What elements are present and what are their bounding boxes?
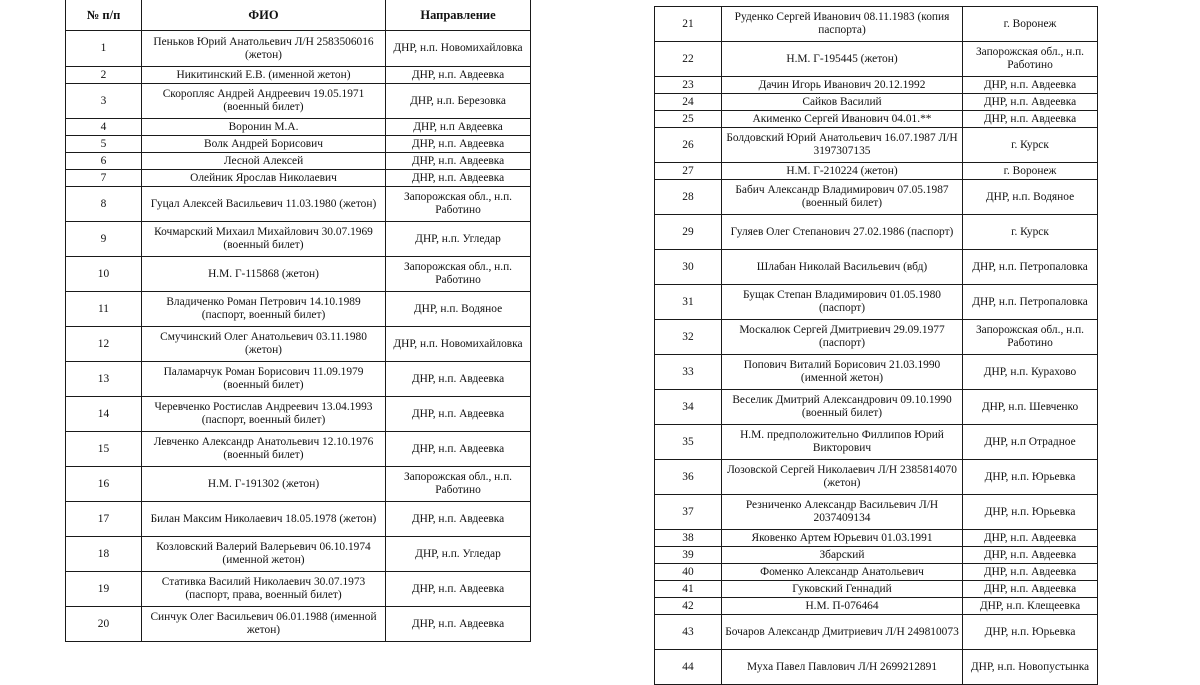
row-number: 20 <box>66 607 142 642</box>
direction-location: Запорожская обл., н.п. Работино <box>386 187 531 222</box>
table-row <box>66 136 531 153</box>
person-name: Бочаров Александр Дмитриевич Л/Н 249810073 <box>722 615 963 650</box>
direction-location: Запорожская обл., н.п. Работино <box>386 467 531 502</box>
person-name: Синчук Олег Васильевич 06.01.1988 (именной жетон) <box>142 607 386 642</box>
row-number: 17 <box>66 502 142 537</box>
table-row <box>655 285 1098 320</box>
left-table <box>65 0 531 642</box>
direction-location: ДНР, н.п. Авдеевка <box>386 170 531 187</box>
direction-location: ДНР, н.п. Петропаловка <box>963 285 1098 320</box>
table-row <box>66 170 531 187</box>
row-number: 8 <box>66 187 142 222</box>
table-row <box>66 502 531 537</box>
direction-location: ДНР, н.п. Клещеевка <box>963 598 1098 615</box>
person-name: Кочмарский Михаил Михайлович 30.07.1969 (военный билет) <box>142 222 386 257</box>
row-number: 34 <box>655 390 722 425</box>
person-name: Бабич Александр Владимирович 07.05.1987 (военный билет) <box>722 180 963 215</box>
table-row <box>66 67 531 84</box>
person-name: Стативка Василий Николаевич 30.07.1973 (паспорт, права, военный билет) <box>142 572 386 607</box>
header-direction: Направление <box>386 0 531 31</box>
direction-location: ДНР, н.п. Новомихайловка <box>386 327 531 362</box>
person-name: Н.М. Г-115868 (жетон) <box>142 257 386 292</box>
direction-location: Запорожская обл., н.п. Работино <box>386 257 531 292</box>
table-row <box>66 257 531 292</box>
row-number: 19 <box>66 572 142 607</box>
table-row <box>66 292 531 327</box>
table-row <box>655 460 1098 495</box>
person-name: Н.М. Г-210224 (жетон) <box>722 163 963 180</box>
person-name: Левченко Александр Анатольевич 12.10.1976 (военный билет) <box>142 432 386 467</box>
row-number: 5 <box>66 136 142 153</box>
person-name: Волк Андрей Борисович <box>142 136 386 153</box>
direction-location: ДНР, н.п. Новомихайловка <box>386 31 531 67</box>
row-number: 41 <box>655 581 722 598</box>
table-row <box>66 327 531 362</box>
table-row <box>655 650 1098 685</box>
row-number: 16 <box>66 467 142 502</box>
table-row <box>66 31 531 67</box>
person-name: Паламарчук Роман Борисович 11.09.1979 (военный билет) <box>142 362 386 397</box>
person-name: Никитинский Е.В. (именной жетон) <box>142 67 386 84</box>
row-number: 33 <box>655 355 722 390</box>
row-number: 25 <box>655 111 722 128</box>
direction-location: г. Воронеж <box>963 7 1098 42</box>
direction-location: ДНР, н.п. Юрьевка <box>963 460 1098 495</box>
table-row <box>66 432 531 467</box>
direction-location: ДНР, н.п. Авдеевка <box>963 77 1098 94</box>
table-row <box>66 119 531 136</box>
row-number: 14 <box>66 397 142 432</box>
table-row <box>66 572 531 607</box>
row-number: 31 <box>655 285 722 320</box>
person-name: Москалюк Сергей Дмитриевич 29.09.1977 (паспорт) <box>722 320 963 355</box>
person-name: Муха Павел Павлович Л/Н 2699212891 <box>722 650 963 685</box>
row-number: 27 <box>655 163 722 180</box>
row-number: 3 <box>66 84 142 119</box>
person-name: Воронин М.А. <box>142 119 386 136</box>
direction-location: ДНР, н.п. Шевченко <box>963 390 1098 425</box>
table-row <box>66 153 531 170</box>
direction-location: ДНР, н.п. Авдеевка <box>386 607 531 642</box>
table-row <box>66 607 531 642</box>
direction-location: ДНР, н.п. Авдеевка <box>963 111 1098 128</box>
header-row <box>66 0 531 31</box>
table-row <box>66 222 531 257</box>
person-name: Бущак Степан Владимирович 01.05.1980 (паспорт) <box>722 285 963 320</box>
direction-location: Запорожская обл., н.п. Работино <box>963 320 1098 355</box>
direction-location: ДНР, н.п. Авдеевка <box>386 67 531 84</box>
row-number: 11 <box>66 292 142 327</box>
person-name: Н.М. Г-195445 (жетон) <box>722 42 963 77</box>
table-row <box>655 320 1098 355</box>
row-number: 29 <box>655 215 722 250</box>
direction-location: ДНР, н.п. Авдеевка <box>386 362 531 397</box>
person-name: Яковенко Артем Юрьевич 01.03.1991 <box>722 530 963 547</box>
row-number: 18 <box>66 537 142 572</box>
table-row <box>66 84 531 119</box>
direction-location: ДНР, н.п. Курахово <box>963 355 1098 390</box>
row-number: 9 <box>66 222 142 257</box>
row-number: 15 <box>66 432 142 467</box>
person-name: Н.М. П-076464 <box>722 598 963 615</box>
row-number: 21 <box>655 7 722 42</box>
person-name: Дачин Игорь Иванович 20.12.1992 <box>722 77 963 94</box>
row-number: 4 <box>66 119 142 136</box>
person-name: Н.М. Г-191302 (жетон) <box>142 467 386 502</box>
person-name: Козловский Валерий Валерьевич 06.10.1974 (именной жетон) <box>142 537 386 572</box>
row-number: 40 <box>655 564 722 581</box>
person-name: Фоменко Александр Анатольевич <box>722 564 963 581</box>
row-number: 26 <box>655 128 722 163</box>
row-number: 28 <box>655 180 722 215</box>
table-row <box>655 495 1098 530</box>
person-name: Сайков Василий <box>722 94 963 111</box>
header-num: № п/п <box>66 0 142 31</box>
person-name: Веселик Дмитрий Александрович 09.10.1990 (военный билет) <box>722 390 963 425</box>
row-number: 10 <box>66 257 142 292</box>
row-number: 38 <box>655 530 722 547</box>
person-name: Акименко Сергей Иванович 04.01.** <box>722 111 963 128</box>
row-number: 13 <box>66 362 142 397</box>
person-name: Н.М. предположительно Филлипов Юрий Викторович <box>722 425 963 460</box>
person-name: Гуцал Алексей Васильевич 11.03.1980 (жетон) <box>142 187 386 222</box>
person-name: Владиченко Роман Петрович 14.10.1989 (паспорт, военный билет) <box>142 292 386 327</box>
direction-location: ДНР, н.п. Авдеевка <box>386 136 531 153</box>
table-row <box>66 467 531 502</box>
person-name: Лозовской Сергей Николаевич Л/Н 2385814070 (жетон) <box>722 460 963 495</box>
table-row <box>655 598 1098 615</box>
direction-location: ДНР, н.п. Авдеевка <box>386 432 531 467</box>
direction-location: ДНР, н.п. Березовка <box>386 84 531 119</box>
table-row <box>655 128 1098 163</box>
right-table <box>654 6 1098 685</box>
table-row <box>655 111 1098 128</box>
header-name: ФИО <box>142 0 386 31</box>
table-row <box>655 163 1098 180</box>
direction-location: ДНР, н.п Авдеевка <box>386 119 531 136</box>
row-number: 24 <box>655 94 722 111</box>
table-row <box>66 187 531 222</box>
table-row <box>655 77 1098 94</box>
table-row <box>655 94 1098 111</box>
direction-location: ДНР, н.п. Петропаловка <box>963 250 1098 285</box>
direction-location: ДНР, н.п. Угледар <box>386 222 531 257</box>
person-name: Пеньков Юрий Анатольевич Л/Н 2583506016 (жетон) <box>142 31 386 67</box>
table-row <box>655 42 1098 77</box>
person-name: Смучинский Олег Анатольевич 03.11.1980 (жетон) <box>142 327 386 362</box>
row-number: 36 <box>655 460 722 495</box>
row-number: 43 <box>655 615 722 650</box>
direction-location: г. Курск <box>963 128 1098 163</box>
row-number: 22 <box>655 42 722 77</box>
row-number: 12 <box>66 327 142 362</box>
person-name: Попович Виталий Борисович 21.03.1990 (именной жетон) <box>722 355 963 390</box>
direction-location: ДНР, н.п. Авдеевка <box>963 530 1098 547</box>
person-name: Збарский <box>722 547 963 564</box>
person-name: Шлабан Николай Васильевич (вбд) <box>722 250 963 285</box>
table-row <box>66 537 531 572</box>
table-row <box>655 180 1098 215</box>
direction-location: ДНР, н.п. Новопустынка <box>963 650 1098 685</box>
person-name: Руденко Сергей Иванович 08.11.1983 (копия паспорта) <box>722 7 963 42</box>
person-name: Болдовский Юрий Анатольевич 16.07.1987 Л/Н 3197307135 <box>722 128 963 163</box>
table-row <box>655 250 1098 285</box>
row-number: 6 <box>66 153 142 170</box>
table-row <box>655 564 1098 581</box>
person-name: Лесной Алексей <box>142 153 386 170</box>
row-number: 7 <box>66 170 142 187</box>
direction-location: ДНР, н.п. Водяное <box>386 292 531 327</box>
row-number: 44 <box>655 650 722 685</box>
direction-location: Запорожская обл., н.п. Работино <box>963 42 1098 77</box>
direction-location: ДНР, н.п. Авдеевка <box>386 502 531 537</box>
row-number: 39 <box>655 547 722 564</box>
person-name: Резниченко Александр Васильевич Л/Н 2037409134 <box>722 495 963 530</box>
person-name: Билан Максим Николаевич 18.05.1978 (жетон) <box>142 502 386 537</box>
table-row <box>655 390 1098 425</box>
direction-location: ДНР, н.п. Водяное <box>963 180 1098 215</box>
person-name: Черевченко Ростислав Андреевич 13.04.1993 (паспорт, военный билет) <box>142 397 386 432</box>
row-number: 42 <box>655 598 722 615</box>
direction-location: ДНР, н.п. Авдеевка <box>963 581 1098 598</box>
direction-location: ДНР, н.п. Авдеевка <box>386 397 531 432</box>
direction-location: ДНР, н.п. Авдеевка <box>386 572 531 607</box>
table-row <box>655 547 1098 564</box>
direction-location: ДНР, н.п. Юрьевка <box>963 615 1098 650</box>
person-name: Скоропляс Андрей Андреевич 19.05.1971 (военный билет) <box>142 84 386 119</box>
row-number: 35 <box>655 425 722 460</box>
direction-location: ДНР, н.п. Авдеевка <box>386 153 531 170</box>
person-name: Гуляев Олег Степанович 27.02.1986 (паспорт) <box>722 215 963 250</box>
direction-location: ДНР, н.п. Авдеевка <box>963 564 1098 581</box>
direction-location: ДНР, н.п. Авдеевка <box>963 94 1098 111</box>
table-row <box>655 530 1098 547</box>
direction-location: ДНР, н.п. Юрьевка <box>963 495 1098 530</box>
table-row <box>66 397 531 432</box>
direction-location: г. Воронеж <box>963 163 1098 180</box>
table-row <box>655 581 1098 598</box>
person-name: Олейник Ярослав Николаевич <box>142 170 386 187</box>
table-row <box>66 362 531 397</box>
table-row <box>655 355 1098 390</box>
direction-location: ДНР, н.п Отрадное <box>963 425 1098 460</box>
table-row <box>655 215 1098 250</box>
row-number: 32 <box>655 320 722 355</box>
row-number: 2 <box>66 67 142 84</box>
table-row <box>655 7 1098 42</box>
row-number: 1 <box>66 31 142 67</box>
table-row <box>655 615 1098 650</box>
row-number: 23 <box>655 77 722 94</box>
person-name: Гуковский Геннадий <box>722 581 963 598</box>
row-number: 30 <box>655 250 722 285</box>
direction-location: ДНР, н.п. Авдеевка <box>963 547 1098 564</box>
table-row <box>655 425 1098 460</box>
direction-location: г. Курск <box>963 215 1098 250</box>
row-number: 37 <box>655 495 722 530</box>
direction-location: ДНР, н.п. Угледар <box>386 537 531 572</box>
